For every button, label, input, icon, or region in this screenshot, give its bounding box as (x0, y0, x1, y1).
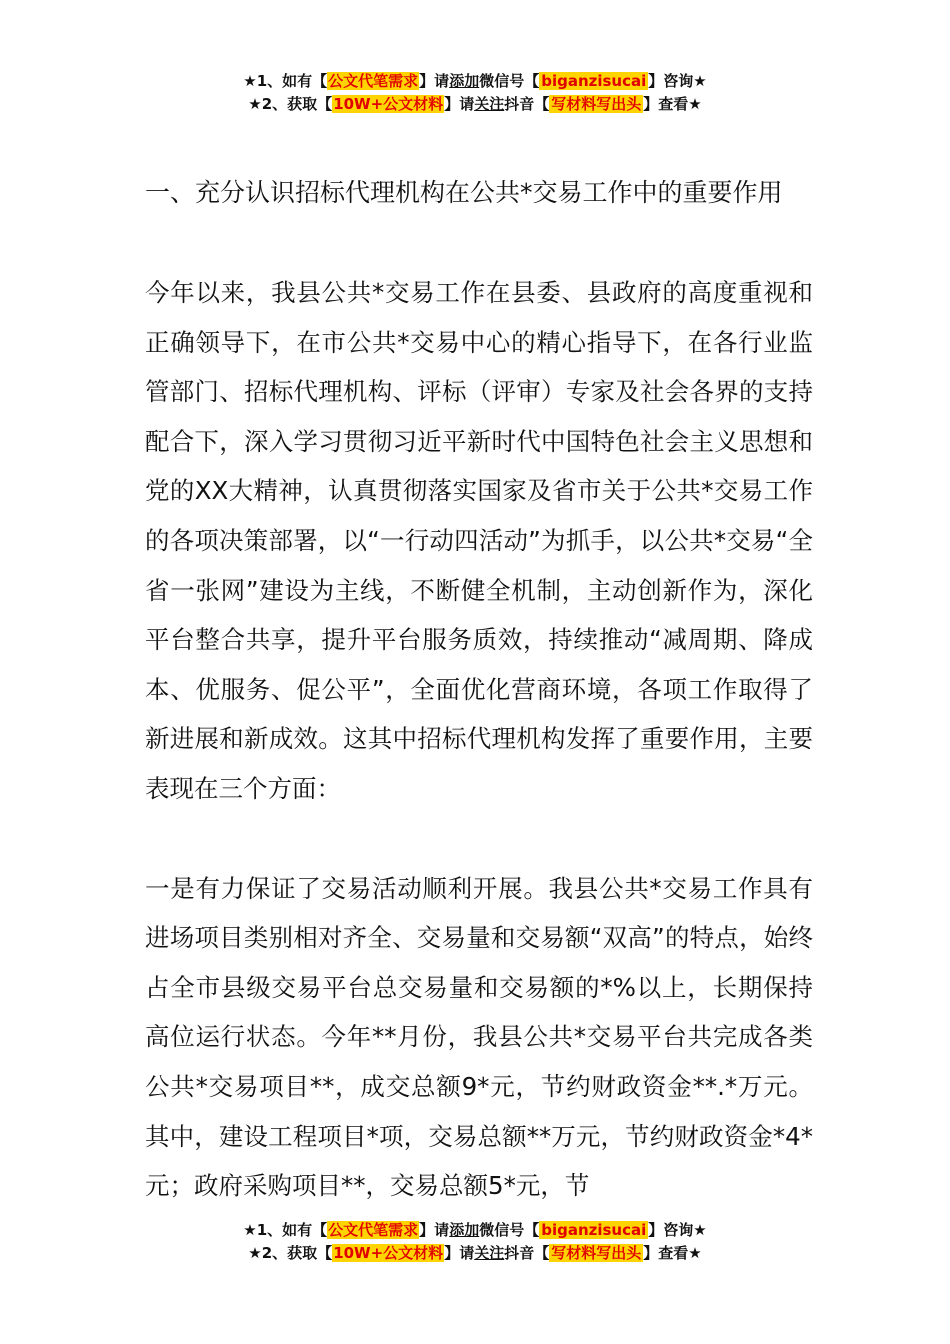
promo-highlight: 10W+公文材料 (333, 95, 444, 113)
promo-highlight: 公文代笔需求 (328, 72, 419, 90)
promo-line-2: ★2、获取【10W+公文材料】请关注抖音【 写材料写出头 】查看★ (248, 1244, 702, 1262)
promo-highlight: 公文代笔需求 (328, 1221, 419, 1239)
section-heading: 一、充分认识招标代理机构在公共*交易工作中的重要作用 (145, 178, 783, 207)
paragraph: 今年以来，我县公共*交易工作在县委、县政府的高度重视和正确领导下，在市公共*交易中心的精心指导下，在各行业监管部门、招标代理机构、评标（评审）专家及社会各界的支持配合下，深入学习贯彻习近平新时代中国特色社会主义思想和党的XX大精神，认真贯彻落实国家及省市关于公共*交易工作的各项决策部署，以“一行动四活动”为抓手，以公共*交易“全省一张网”建设为主线，不断健全机制，主动创新作为，深化平台整合共享，提升平台服务质效，持续推动“减周期、降成本、优服务、促公平”，全面优化营商环境，各项工作取得了新进展和新成效。这其中招标代理机构发挥了重要作用，主要表现在三个方面： (145, 278, 813, 803)
promo-line-1: ★1、如有【公文代笔需求】请添加微信号【 biganzisucai 】咨询★ (243, 72, 707, 90)
promo-line-2: ★2、获取【10W+公文材料】请关注抖音【 写材料写出头 】查看★ (248, 95, 702, 113)
wechat-id: biganzisucai (541, 72, 647, 90)
paragraph: 一是有力保证了交易活动顺利开展。我县公共*交易工作具有进场项目类别相对齐全、交易量和交易额“双高”的特点，始终占全市县级交易平台总交易量和交易额的*%以上，长期保持高位运行状态。今年**月份，我县公共*交易平台共完成各类公共*交易项目**，成交总额9*元，节约财政资金**.*万元。其中，建设工程项目*项，交易总额**万元，节约财政资金*4*元；政府采购项目**，交易总额5*元，节 (145, 873, 813, 1201)
douyin-account: 写材料写出头 (551, 1244, 642, 1262)
document-body (145, 168, 813, 1211)
douyin-account: 写材料写出头 (551, 95, 642, 113)
promo-banner-bottom (0, 1219, 950, 1265)
wechat-id: biganzisucai (541, 1221, 647, 1239)
promo-banner-top (0, 70, 950, 116)
promo-highlight: 10W+公文材料 (333, 1244, 444, 1262)
promo-line-1: ★1、如有【公文代笔需求】请添加微信号【 biganzisucai 】咨询★ (243, 1221, 707, 1239)
